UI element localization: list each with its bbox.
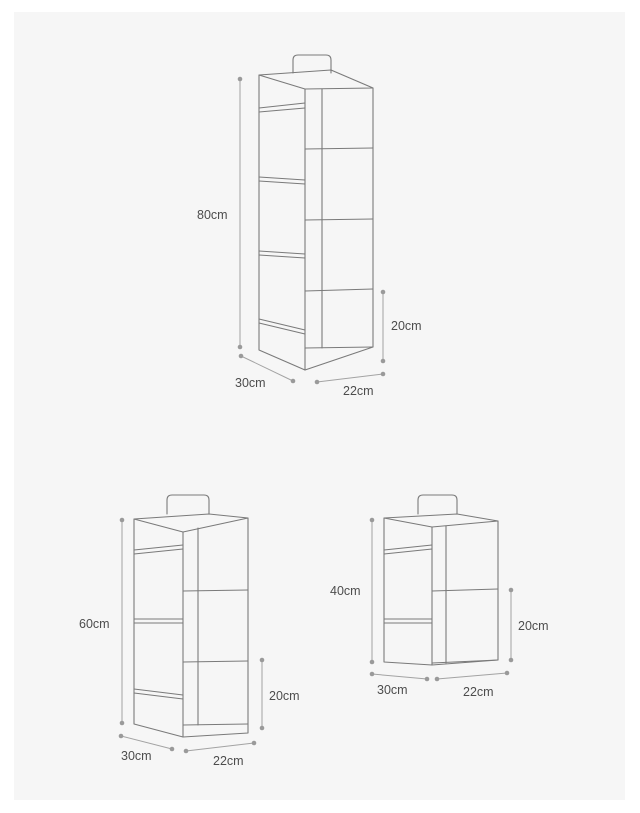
shelf-height-label: 20cm <box>269 689 300 703</box>
depth-dimension <box>435 671 510 699</box>
width-label: 30cm <box>235 376 266 390</box>
width-dimension <box>119 734 175 763</box>
organizer-body <box>259 70 373 370</box>
organizer-40cm <box>330 495 549 699</box>
height-label: 40cm <box>330 584 361 598</box>
width-dimension <box>370 672 430 697</box>
height-label: 60cm <box>79 617 110 631</box>
width-dimension <box>235 354 295 390</box>
depth-dimension <box>315 372 386 398</box>
hanging-handle <box>167 495 209 514</box>
shelf-dimension <box>509 588 549 663</box>
height-label: 80cm <box>197 208 228 222</box>
depth-label: 22cm <box>343 384 374 398</box>
hanging-handle <box>418 495 457 514</box>
organizer-body <box>134 514 248 737</box>
organizer-60cm <box>79 495 300 768</box>
organizer-body <box>384 514 498 665</box>
depth-label: 22cm <box>213 754 244 768</box>
height-dimension <box>79 518 124 726</box>
shelf-dimension <box>381 290 422 364</box>
depth-label: 22cm <box>463 685 494 699</box>
width-label: 30cm <box>121 749 152 763</box>
organizer-80cm <box>197 55 422 398</box>
height-dimension <box>330 518 374 665</box>
height-dimension <box>197 77 242 350</box>
shelf-height-label: 20cm <box>518 619 549 633</box>
shelf-height-label: 20cm <box>391 319 422 333</box>
width-label: 30cm <box>377 683 408 697</box>
depth-dimension <box>184 741 257 768</box>
shelf-dimension <box>260 658 300 731</box>
